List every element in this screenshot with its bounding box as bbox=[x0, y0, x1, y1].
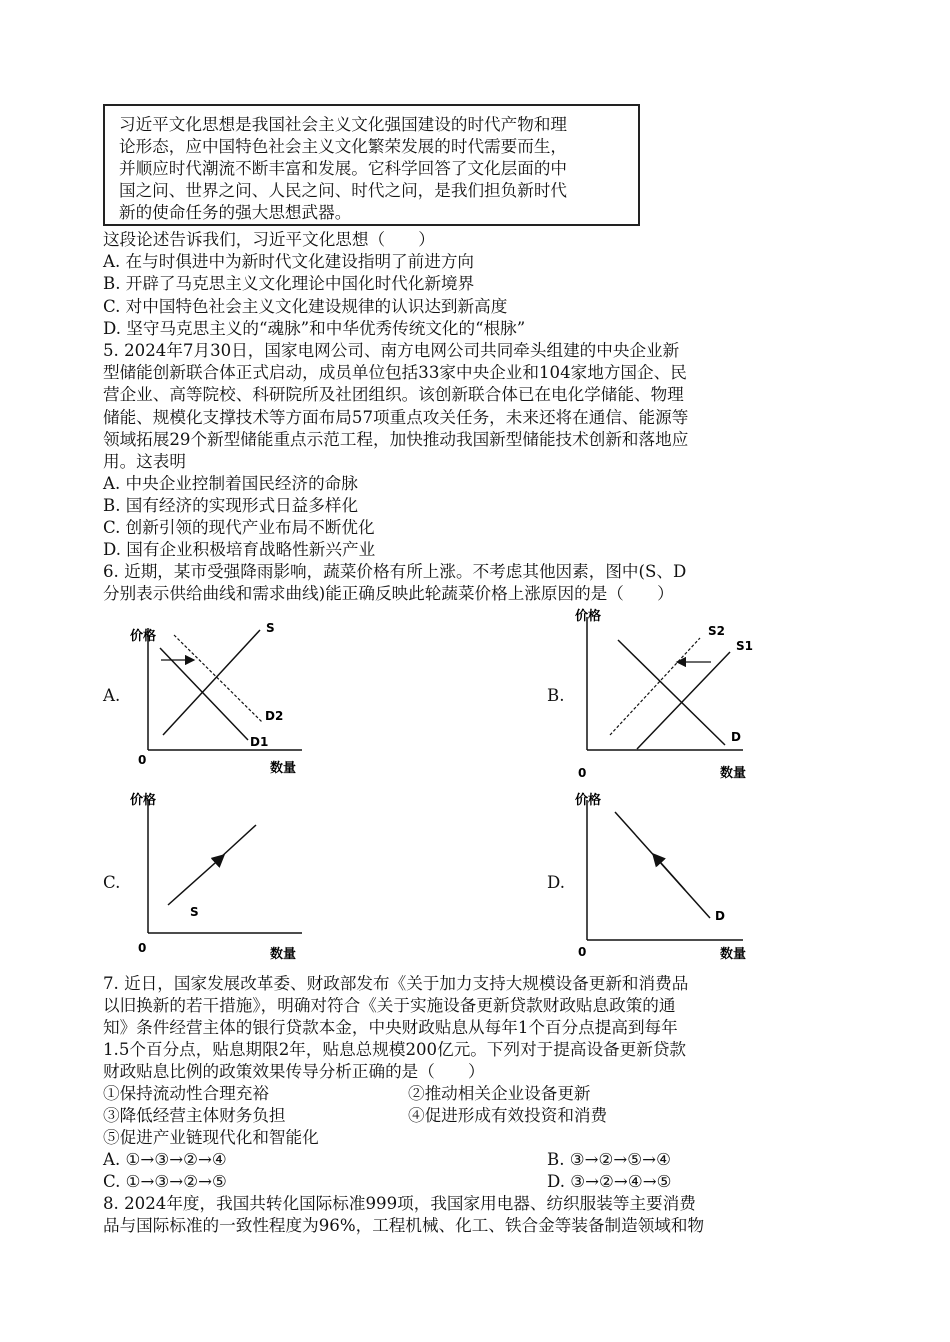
supply-curve-s-arrow bbox=[168, 855, 224, 905]
q7-option-d: D. ③→②→④→⑤ bbox=[547, 1172, 672, 1191]
supply-curve-s bbox=[163, 630, 260, 735]
q7-item-1: ①保持流动性合理充裕 bbox=[103, 1084, 269, 1103]
q6-option-b-label: B. bbox=[547, 686, 565, 705]
supply-curve-s2 bbox=[610, 638, 700, 735]
q8-stem-line: 品与国际标准的一致性程度为96%，工程机械、化工、铁合金等装备制造领域和物 bbox=[103, 1216, 705, 1235]
q4-stem: 这段论述告诉我们，习近平文化思想（ ） bbox=[103, 230, 435, 249]
label-s: S bbox=[266, 621, 275, 635]
demand-curve-d bbox=[618, 640, 725, 745]
quote-line: 国之问、世界之问、人民之问、时代之问，是我们担负新时代 bbox=[119, 181, 568, 200]
quote-line: 习近平文化思想是我国社会主义文化强国建设的时代产物和理 bbox=[119, 115, 568, 134]
origin-label: 0 bbox=[138, 753, 147, 767]
chart-a bbox=[130, 620, 310, 780]
q5-stem-line: 用。这表明 bbox=[103, 452, 186, 471]
demand-curve-d1 bbox=[160, 648, 248, 740]
label-d2: D2 bbox=[265, 709, 284, 723]
q7-option-b: B. ③→②→⑤→④ bbox=[547, 1150, 671, 1169]
label-s2: S2 bbox=[708, 624, 725, 638]
q5-stem-line: 领域拓展29个新型储能重点示范工程，加快推动我国新型储能技术创新和落地应 bbox=[103, 430, 689, 449]
q6-option-a-label: A. bbox=[103, 686, 121, 705]
label-d: D bbox=[731, 730, 741, 744]
q7-item-3: ③降低经营主体财务负担 bbox=[103, 1106, 286, 1125]
q7-item-5: ⑤促进产业链现代化和智能化 bbox=[103, 1128, 319, 1147]
q5-option-d: D. 国有企业积极培育战略性新兴产业 bbox=[103, 540, 376, 559]
quote-line: 新的使命任务的强大思想武器。 bbox=[119, 203, 352, 222]
q5-stem-line: 型储能创新联合体正式启动，成员单位包括33家中央企业和104家地方国企、民 bbox=[103, 363, 687, 382]
q7-stem-line: 知》条件经营主体的银行贷款本金，中央财政贴息从每年1个百分点提高到每年 bbox=[103, 1018, 678, 1037]
chart-b bbox=[575, 605, 765, 780]
q5-stem-line: 营企业、高等院校、科研院所及社团组织。该创新联合体已在电化学储能、物理 bbox=[103, 385, 684, 404]
q6-stem-line: 6. 近期，某市受强降雨影响，蔬菜价格有所上涨。不考虑其他因素，图中(S、D bbox=[103, 562, 687, 581]
label-d1: D1 bbox=[250, 735, 269, 749]
q4-option-c: C. 对中国特色社会主义文化建设规律的认识达到新高度 bbox=[103, 297, 508, 316]
q4-option-d: D. 坚守马克思主义的“魂脉”和中华优秀传统文化的“根脉” bbox=[103, 319, 526, 338]
q6-option-d-label: D. bbox=[547, 873, 565, 892]
q7-stem-line: 以旧换新的若干措施》，明确对符合《关于实施设备更新贷款财政贴息政策的通 bbox=[103, 996, 676, 1015]
q5-option-b: B. 国有经济的实现形式日益多样化 bbox=[103, 496, 359, 515]
chart-d bbox=[575, 790, 765, 960]
label-d: D bbox=[715, 909, 725, 923]
q8-stem-line: 8. 2024年度，我国共转化国际标准999项，我国家用电器、纺织服装等主要消费 bbox=[103, 1194, 696, 1213]
q5-option-c: C. 创新引领的现代产业布局不断优化 bbox=[103, 518, 375, 537]
x-axis-label: 数量 bbox=[720, 766, 747, 780]
q7-stem-line: 1.5个百分点，贴息期限2年，贴息总规模200亿元。下列对于提高设备更新贷款 bbox=[103, 1040, 687, 1059]
q5-stem-line: 5. 2024年7月30日，国家电网公司、南方电网公司共同牵头组建的中央企业新 bbox=[103, 341, 680, 360]
origin-label: 0 bbox=[578, 766, 587, 780]
q7-item-2: ②推动相关企业设备更新 bbox=[408, 1084, 591, 1103]
q4-option-b: B. 开辟了马克思主义文化理论中国化时代化新境界 bbox=[103, 274, 475, 293]
q7-option-c: C. ①→③→②→⑤ bbox=[103, 1172, 227, 1191]
origin-label: 0 bbox=[138, 941, 147, 955]
quote-box bbox=[103, 104, 640, 226]
q5-option-a: A. 中央企业控制着国民经济的命脉 bbox=[103, 474, 358, 493]
y-axis-label: 价格 bbox=[575, 609, 602, 624]
demand-curve-d-arrow bbox=[653, 854, 685, 890]
y-axis-label: 价格 bbox=[575, 793, 602, 808]
q7-option-a: A. ①→③→②→④ bbox=[103, 1150, 227, 1169]
q6-stem-line: 分别表示供给曲线和需求曲线)能正确反映此轮蔬菜价格上涨原因的是（ ） bbox=[103, 584, 674, 603]
q7-stem-line: 7. 近日，国家发展改革委、财政部发布《关于加力支持大规模设备更新和消费品 bbox=[103, 974, 689, 993]
x-axis-label: 数量 bbox=[720, 947, 747, 960]
label-s: S bbox=[190, 905, 199, 919]
origin-label: 0 bbox=[578, 945, 587, 959]
q5-stem-line: 储能、规模化支撑技术等方面布局57项重点攻关任务，未来还将在通信、能源等 bbox=[103, 408, 689, 427]
q7-item-4: ④促进形成有效投资和消费 bbox=[408, 1106, 608, 1125]
quote-line: 论形态，应中国特色社会主义文化繁荣发展的时代需要而生， bbox=[119, 137, 568, 156]
q4-option-a: A. 在与时俱进中为新时代文化建设指明了前进方向 bbox=[103, 252, 475, 271]
y-axis-label: 价格 bbox=[130, 793, 157, 808]
supply-curve-s bbox=[220, 825, 256, 858]
x-axis-label: 数量 bbox=[270, 761, 297, 776]
label-s1: S1 bbox=[736, 639, 753, 653]
quote-line: 并顺应时代潮流不断丰富和发展。它科学回答了文化层面的中 bbox=[119, 159, 568, 178]
chart-c bbox=[130, 790, 310, 960]
x-axis-label: 数量 bbox=[270, 947, 297, 960]
y-axis-label: 价格 bbox=[130, 629, 157, 644]
q7-stem-line: 财政贴息比例的政策效果传导分析正确的是（ ） bbox=[103, 1062, 485, 1081]
q6-option-c-label: C. bbox=[103, 873, 121, 892]
supply-curve-s1 bbox=[637, 652, 730, 749]
